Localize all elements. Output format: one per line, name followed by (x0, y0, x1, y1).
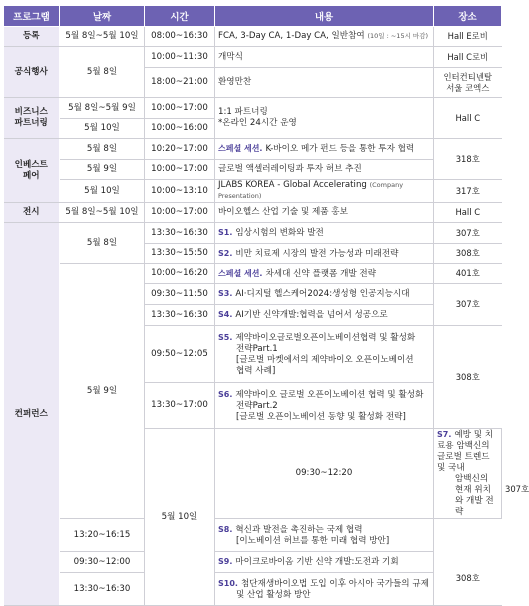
category-partnering (4, 98, 60, 139)
place-cell: 307호 (434, 223, 502, 244)
place-cell: 308호 (434, 244, 502, 264)
schedule-table (3, 5, 529, 606)
content-cell (215, 305, 434, 326)
session-code: S4. (218, 310, 233, 319)
time-cell: 10:20~17:00 (145, 139, 215, 160)
place-cell: Hall C (434, 98, 502, 139)
date-cell: 5월 8일 (60, 47, 145, 98)
time-cell: 10:00~17:00 (145, 160, 215, 180)
content-cell (215, 139, 434, 160)
place-cell: 307호 (434, 284, 502, 326)
content-cell: 글로벌 액셀러레이팅과 투자 허브 추진 (215, 160, 434, 180)
content-cell (215, 180, 434, 203)
time-cell: 13:30~16:30 (145, 305, 215, 326)
category-exhibition: 전시 (4, 203, 60, 223)
time-cell: 13:30~15:50 (145, 244, 215, 264)
header-place: 장소 (434, 6, 502, 27)
date-cell: 5월 10일 (60, 180, 145, 203)
date-cell: 5월 9일 (60, 160, 145, 180)
table-row (4, 47, 502, 68)
content-cell: 환영만찬 (215, 68, 434, 98)
content-cell (215, 98, 434, 139)
time-cell: 10:00~13:10 (145, 180, 215, 203)
session-code: S9. (218, 557, 233, 566)
content-line: 첨단재생바이오법 도입 이후 아시아 국가들의 규제 (240, 578, 429, 589)
content-line: [글로벌 마켓에서의 제약바이오 오픈이노베이션 (236, 354, 414, 365)
session-code: S8. (218, 524, 233, 534)
special-session-tag: 스페셜 세션. (218, 144, 263, 153)
content-text: AI기반 신약개발:협력을 넘어서 성공으로 (235, 310, 388, 320)
category-official: 공식행사 (4, 47, 60, 98)
content-line: 암백신의 현재 위치와 개발 전략 (455, 474, 494, 517)
time-cell: 09:50~12:05 (145, 326, 215, 383)
time-cell: 09:30~12:20 (215, 429, 434, 519)
content-line: 1:1 파트너링 (218, 107, 268, 117)
table-row (4, 264, 502, 284)
time-cell: 10:00~16:00 (145, 119, 215, 139)
table-row (4, 223, 502, 244)
content-note: (Company Presentation) (218, 181, 404, 200)
session-code: S10. (218, 578, 238, 588)
content-line: [이노베이션 허브를 통한 미래 협력 방안] (236, 535, 390, 546)
session-code: S1. (218, 228, 233, 237)
content-cell (215, 284, 434, 305)
session-code: S6. (218, 389, 233, 399)
session-code: S2. (218, 248, 233, 258)
content-cell (215, 27, 434, 47)
special-session-tag: 스페셜 세션. (218, 268, 263, 278)
content-line: 예방 및 치료용 암백신의 글로벌 트렌드 및 국내 (437, 430, 494, 473)
table-row (4, 27, 502, 47)
place-cell: 308호 (434, 326, 502, 429)
time-cell: 10:00~17:00 (145, 203, 215, 223)
content-text: JLABS KOREA - Global Accelerating (218, 180, 367, 190)
time-cell: 13:30~16:30 (60, 573, 145, 606)
category-line: 파트너링 (14, 118, 48, 128)
date-cell: 5월 8일 (60, 223, 145, 264)
table-row: 5월 10일 09:30~12:20 S7. 예방 및 치료용 암백신의 글로벌 트렌드 및 국내 암백신의 현재 위치와 개발 전략 307호 (4, 429, 502, 519)
header-time: 시간 (145, 6, 215, 27)
place-cell: 317호 (434, 180, 502, 203)
place-cell: Hall C로비 (434, 47, 502, 68)
table-row (4, 552, 502, 573)
content-text: 마이크로바이옴 기반 신약 개발:도전과 기회 (235, 557, 399, 567)
date-cell: 5월 10일 (60, 119, 145, 139)
table-row (4, 519, 502, 552)
session-code: S3. (218, 289, 233, 298)
content-text: FCA, 3-Day CA, 1-Day CA, 일반참여 (218, 31, 365, 41)
content-line: 협력 사례] (236, 365, 276, 376)
time-cell: 09:30~12:00 (60, 552, 145, 573)
table-row (4, 203, 502, 223)
content-cell (215, 244, 434, 264)
table-row (4, 139, 502, 160)
category-line: 페어 (22, 170, 40, 181)
deadline-note: (10일 : ~15시 마감) (367, 32, 429, 40)
place-cell (434, 68, 502, 98)
place-line: 서울 코엑스 (446, 82, 490, 93)
time-cell: 09:30~11:50 (145, 284, 215, 305)
content-cell: 바이오헬스 산업 기술 및 제품 홍보 (215, 203, 434, 223)
category-line: 비즈니스 (14, 107, 48, 117)
content-cell (215, 223, 434, 244)
content-line: 제약바이오글로벌오픈이노베이션협력 및 활성화 (235, 332, 416, 343)
place-line: 인터컨티넨탈 (443, 71, 493, 82)
header-content: 내용 (215, 6, 434, 27)
time-cell: 13:20~16:15 (60, 519, 145, 552)
time-cell: 10:00~17:00 (145, 98, 215, 119)
place-cell: 308호 (434, 552, 502, 606)
content-cell (215, 519, 434, 552)
header-row (4, 6, 502, 27)
place-cell: Hall E로비 (434, 27, 502, 47)
content-cell (215, 264, 434, 284)
content-line: 전략Part.2 (236, 400, 278, 411)
content-cell: 개막식 (215, 47, 434, 68)
content-text: 차세대 신약 플랫폼 개발 전략 (265, 268, 377, 279)
table-row (4, 573, 502, 606)
content-cell (215, 326, 434, 383)
date-cell: 5월 9일 (60, 264, 145, 519)
date-cell: 5월 8일 (60, 139, 145, 160)
content-cell (215, 552, 434, 573)
time-cell: 13:30~17:00 (145, 383, 215, 429)
place-cell: 401호 (434, 264, 502, 284)
content-line: 및 산업 활성화 방안 (236, 589, 311, 600)
content-line: 제약바이오 글로벌 오픈이노베이션 협력 및 활성화 (235, 389, 424, 400)
header-program: 프로그램 (4, 6, 60, 27)
date-cell: 5월 8일~5월 10일 (60, 203, 145, 223)
session-code: S7. (437, 430, 452, 439)
header-date: 날짜 (60, 6, 145, 27)
category-conference: 컨퍼런스 (4, 223, 60, 606)
content-line: [글로벌 오픈이노베이션 동향 및 활성화 전략] (236, 411, 406, 422)
content-line: 전략Part.1 (236, 343, 278, 354)
content-cell (434, 429, 502, 519)
content-text: 비만 치료제 시장의 발전 가능성과 미래전략 (235, 248, 399, 259)
time-cell: 18:00~21:00 (145, 68, 215, 98)
content-text: AI·디지털 헬스케어2024:생성형 인공지능시대 (235, 289, 410, 299)
category-invest-fair (4, 139, 60, 203)
category-line: 인베스트 (14, 159, 48, 170)
date-cell: 5월 8일~5월 9일 (60, 98, 145, 119)
content-line: *온라인 24시간 운영 (218, 118, 297, 128)
content-cell (215, 573, 434, 606)
content-text: 임상시험의 변화와 발전 (235, 228, 324, 238)
table-row (4, 98, 502, 119)
place-cell: Hall C (434, 203, 502, 223)
session-code: S5. (218, 332, 233, 342)
table-row (4, 180, 502, 203)
place-cell: 318호 (434, 139, 502, 180)
time-cell: 13:30~16:30 (145, 223, 215, 244)
content-cell (215, 383, 434, 429)
date-cell: 5월 8일~5월 10일 (60, 27, 145, 47)
content-text: K-바이오 메가 펀드 등을 통한 투자 협력 (265, 144, 415, 154)
table-row (4, 160, 502, 180)
time-cell: 10:00~11:30 (145, 47, 215, 68)
time-cell: 10:00~16:20 (145, 264, 215, 284)
date-cell: 5월 10일 (145, 429, 215, 606)
time-cell: 08:00~16:30 (145, 27, 215, 47)
content-line: 혁신과 발전을 촉진하는 국제 협력 (235, 524, 363, 535)
category-registration: 등록 (4, 27, 60, 47)
